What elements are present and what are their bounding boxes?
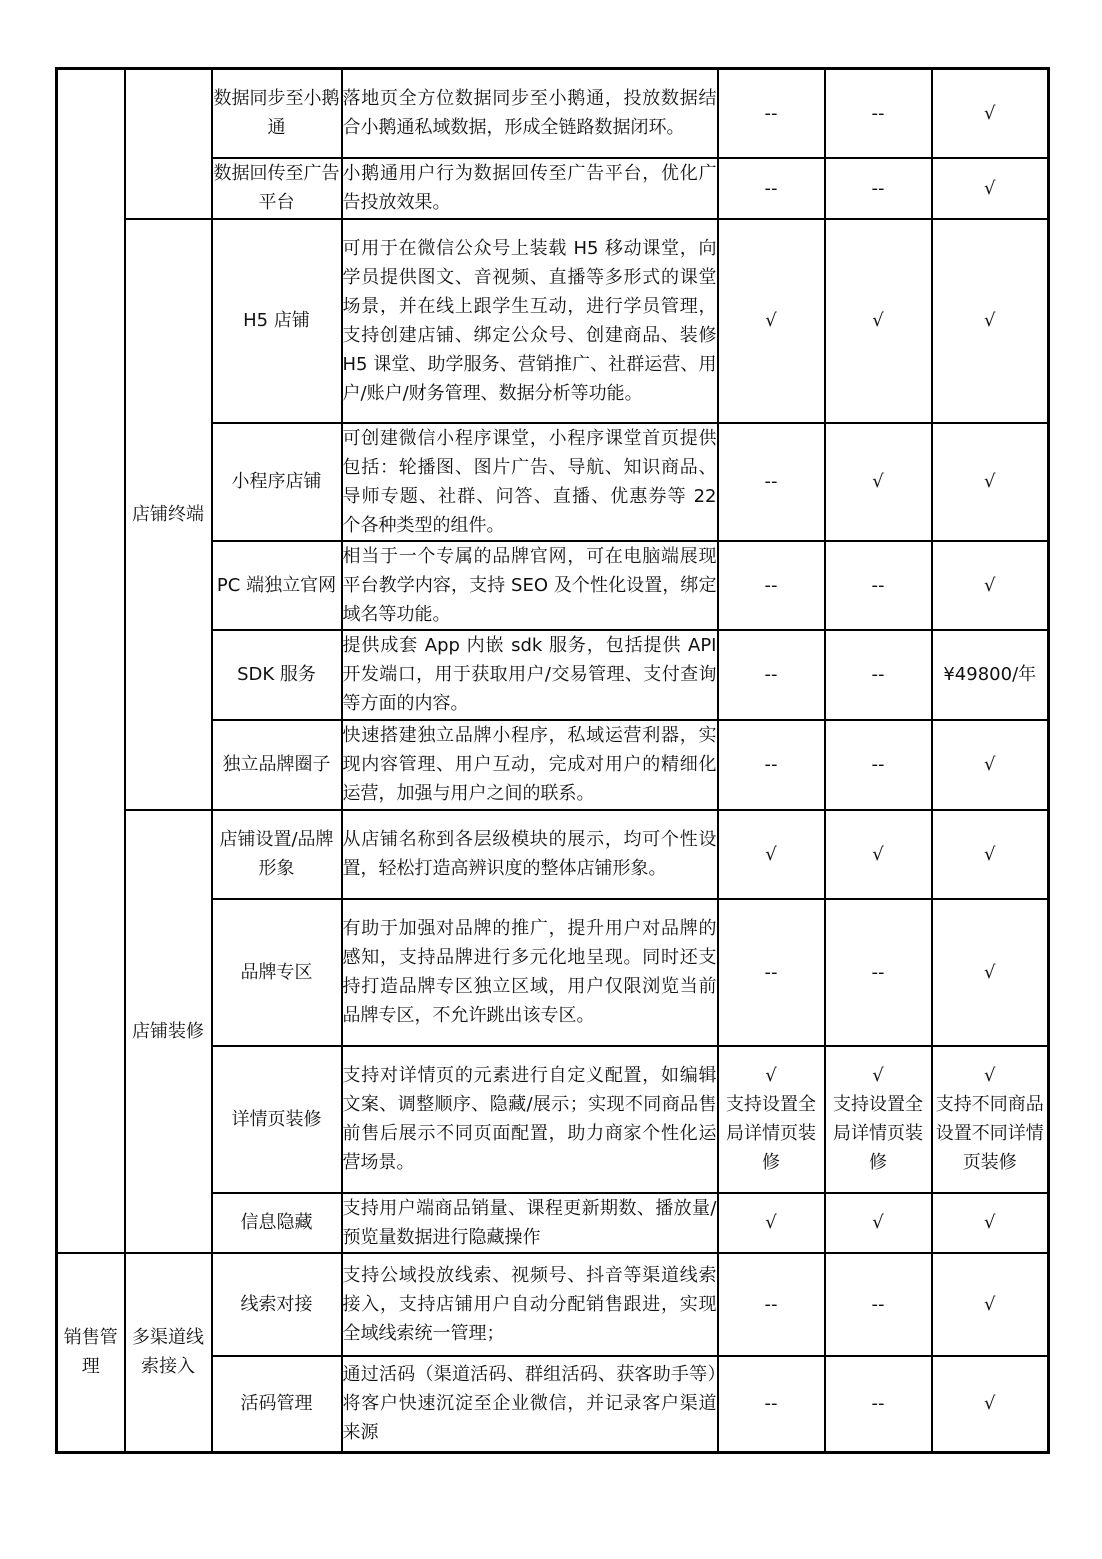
value-cell: -- xyxy=(718,720,825,810)
description-cell: 支持对详情页的元素进行自定义配置，如编辑文案、调整顺序、隐藏/展示；实现不同商品售前售后展示不同页面配置，助力商家个性化运营场景。 xyxy=(342,1046,718,1193)
value-cell: √ xyxy=(825,810,932,899)
value-cell xyxy=(932,1046,1049,1193)
value-cell: -- xyxy=(718,423,825,541)
value-cell: -- xyxy=(825,69,932,158)
value-cell: -- xyxy=(825,720,932,810)
description-cell: 可用于在微信公众号上装载 H5 移动课堂，向学员提供图文、音视频、直播等多形式的课堂场景，并在线上跟学生互动，进行学员管理，支持创建店铺、绑定公众号、创建商品、装修 H5 课堂、助学服务、营销推广、社群运营、用户/账户/财务管理、数据分析等功能。 xyxy=(342,219,718,423)
feature-cell: 数据同步至小鹅通 xyxy=(212,69,342,158)
group-cell: 销售管理 xyxy=(57,1253,125,1453)
value-cell: √ xyxy=(825,219,932,423)
description-cell: 小鹅通用户行为数据回传至广告平台，优化广告投放效果。 xyxy=(342,158,718,219)
value-cell: √ xyxy=(825,423,932,541)
value-cell: -- xyxy=(825,158,932,219)
value-cell: √ xyxy=(932,423,1049,541)
subgroup-cell: 多渠道线索接入 xyxy=(125,1253,212,1453)
feature-cell: 线索对接 xyxy=(212,1253,342,1356)
value-cell: √ xyxy=(718,1193,825,1253)
value-cell: -- xyxy=(825,1253,932,1356)
value-cell: -- xyxy=(825,899,932,1046)
description-cell: 有助于加强对品牌的推广，提升用户对品牌的感知，支持品牌进行多元化地呈现。同时还支持打造品牌专区独立区域，用户仅限浏览当前品牌专区，不允许跳出该专区。 xyxy=(342,899,718,1046)
feature-cell: 店铺设置/品牌形象 xyxy=(212,810,342,899)
value-cell: √ xyxy=(932,1193,1049,1253)
value-note: 支持设置全局详情页装修 xyxy=(726,1094,816,1173)
table-row xyxy=(57,810,1049,899)
description-cell: 通过活码（渠道活码、群组活码、获客助手等）将客户快速沉淀至企业微信，并记录客户渠道来源 xyxy=(342,1356,718,1453)
check-mark: √ xyxy=(765,1065,777,1086)
feature-cell: 品牌专区 xyxy=(212,899,342,1046)
value-cell: -- xyxy=(718,899,825,1046)
value-cell: -- xyxy=(825,1356,932,1453)
description-cell: 从店铺名称到各层级模块的展示，均可个性设置，轻松打造高辨识度的整体店铺形象。 xyxy=(342,810,718,899)
value-cell xyxy=(825,1046,932,1193)
description-cell: 快速搭建独立品牌小程序，私域运营利器，实现内容管理、用户互动，完成对用户的精细化运营，加强与用户之间的联系。 xyxy=(342,720,718,810)
subgroup-cell xyxy=(125,69,212,219)
description-cell: 提供成套 App 内嵌 sdk 服务，包括提供 API 开发端口，用于获取用户/交易管理、支付查询等方面的内容。 xyxy=(342,630,718,720)
value-cell: -- xyxy=(718,1356,825,1453)
feature-cell: 小程序店铺 xyxy=(212,423,342,541)
feature-cell: H5 店铺 xyxy=(212,219,342,423)
table-row xyxy=(57,219,1049,423)
feature-cell: PC 端独立官网 xyxy=(212,541,342,630)
value-cell xyxy=(718,1046,825,1193)
value-note: 支持设置全局详情页装修 xyxy=(833,1094,923,1173)
value-cell: √ xyxy=(932,810,1049,899)
check-mark: √ xyxy=(872,1065,884,1086)
description-cell: 可创建微信小程序课堂，小程序课堂首页提供包括：轮播图、图片广告、导航、知识商品、导师专题、社群、问答、直播、优惠券等 22 个各种类型的组件。 xyxy=(342,423,718,541)
feature-cell: SDK 服务 xyxy=(212,630,342,720)
value-cell: -- xyxy=(718,158,825,219)
description-cell: 落地页全方位数据同步至小鹅通，投放数据结合小鹅通私域数据，形成全链路数据闭环。 xyxy=(342,69,718,158)
value-cell: √ xyxy=(932,69,1049,158)
value-cell: √ xyxy=(932,1253,1049,1356)
value-cell: -- xyxy=(718,69,825,158)
feature-cell: 独立品牌圈子 xyxy=(212,720,342,810)
description-cell: 相当于一个专属的品牌官网，可在电脑端展现平台教学内容，支持 SEO 及个性化设置，绑定域名等功能。 xyxy=(342,541,718,630)
feature-cell: 数据回传至广告平台 xyxy=(212,158,342,219)
subgroup-cell: 店铺终端 xyxy=(125,219,212,810)
value-cell: √ xyxy=(718,810,825,899)
value-cell: -- xyxy=(718,630,825,720)
description-cell: 支持用户端商品销量、课程更新期数、播放量/预览量数据进行隐藏操作 xyxy=(342,1193,718,1253)
check-mark: √ xyxy=(984,1065,996,1086)
value-cell: √ xyxy=(718,219,825,423)
value-cell: ¥49800/年 xyxy=(932,630,1049,720)
value-cell: √ xyxy=(932,1356,1049,1453)
group-cell xyxy=(57,69,125,1253)
subgroup-cell: 店铺装修 xyxy=(125,810,212,1253)
feature-comparison-table xyxy=(55,67,1050,1454)
description-cell: 支持公域投放线索、视频号、抖音等渠道线索接入，支持店铺用户自动分配销售跟进，实现全域线索统一管理； xyxy=(342,1253,718,1356)
value-cell: -- xyxy=(718,1253,825,1356)
value-cell: √ xyxy=(825,1193,932,1253)
value-cell: -- xyxy=(718,541,825,630)
value-cell: √ xyxy=(932,720,1049,810)
value-cell: √ xyxy=(932,899,1049,1046)
value-note: 支持不同商品设置不同详情页装修 xyxy=(935,1094,1044,1173)
feature-cell: 活码管理 xyxy=(212,1356,342,1453)
value-cell: √ xyxy=(932,541,1049,630)
value-cell: -- xyxy=(825,541,932,630)
feature-cell: 详情页装修 xyxy=(212,1046,342,1193)
table-row xyxy=(57,69,1049,158)
value-cell: √ xyxy=(932,219,1049,423)
value-cell: √ xyxy=(932,158,1049,219)
value-cell: -- xyxy=(825,630,932,720)
table-row xyxy=(57,1253,1049,1356)
feature-cell: 信息隐藏 xyxy=(212,1193,342,1253)
